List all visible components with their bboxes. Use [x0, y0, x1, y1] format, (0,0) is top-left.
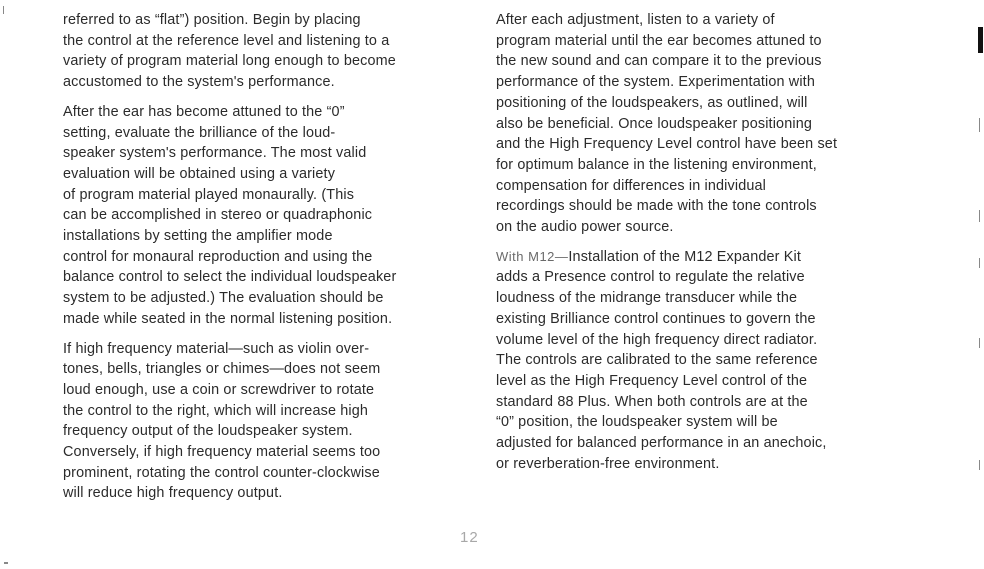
text-line: and the High Frequency Level control have been set — [496, 136, 838, 153]
text-line: performance of the system. Experimentation with — [496, 74, 815, 91]
text-line: frequency output of the loudspeaker system. — [63, 423, 353, 440]
text-line: The controls are calibrated to the same reference — [496, 352, 818, 369]
text-line: After each adjustment, listen to a variety of — [496, 12, 775, 28]
text-line: the control at the reference level and listening to a — [63, 32, 390, 49]
right-text-column — [496, 10, 896, 483]
text-line: level as the High Frequency Level control of the — [496, 372, 808, 389]
left-text-column — [63, 10, 463, 513]
scan-edge-tick — [3, 6, 4, 14]
text-line: prominent, rotating the control counter-clockwise — [63, 464, 380, 481]
text-line: positioning of the loudspeakers, as outlined, will — [496, 94, 808, 111]
text-line: compensation for differences in individual — [496, 177, 767, 194]
text-line: variety of program material long enough to become — [63, 53, 396, 70]
text-line: Conversely, if high frequency material seems too — [63, 444, 381, 461]
text-line: can be accomplished in stereo or quadraphonic — [63, 207, 373, 224]
text-line: will reduce high frequency output. — [63, 485, 283, 502]
section-lead-in: With M12— — [496, 248, 569, 264]
scan-edge-tick — [979, 460, 980, 470]
text-line: If high frequency material—such as violin over- — [63, 340, 370, 357]
text-line: balance control to select the individual loudspeaker — [63, 269, 397, 286]
text-line: After the ear has become attuned to the “0” — [63, 103, 345, 120]
text-line: control for monaural reproduction and using the — [63, 248, 373, 265]
text-line: “0” position, the loudspeaker system will be — [496, 414, 778, 431]
text-line: loudness of the midrange transducer while the — [496, 290, 798, 307]
text-line: the control to the right, which will increase high — [63, 402, 369, 419]
text-line: on the audio power source. — [496, 219, 674, 236]
text-line: standard 88 Plus. When both controls are at the — [496, 393, 808, 410]
text-line: setting, evaluate the brilliance of the loud- — [63, 124, 336, 141]
left-paragraph-3 — [63, 339, 463, 505]
left-paragraph-2 — [63, 102, 463, 330]
text-line: loud enough, use a coin or screwdriver to rotate — [63, 381, 375, 398]
text-line: or reverberation-free environment. — [496, 455, 720, 472]
scan-edge-tick — [979, 338, 980, 348]
scan-edge-tick — [979, 210, 980, 222]
scan-edge-tick — [979, 258, 980, 268]
text-line: the new sound and can compare it to the previous — [496, 53, 822, 70]
text-line: recordings should be made with the tone controls — [496, 198, 817, 215]
left-paragraph-1 — [63, 10, 463, 93]
text-line: installations by setting the amplifier mode — [63, 228, 333, 245]
text-line: adjusted for balanced performance in an anechoic, — [496, 435, 827, 452]
text-line: accustomed to the system's performance. — [63, 74, 335, 91]
text-line: for optimum balance in the listening environment, — [496, 156, 817, 173]
text-line: system to be adjusted.) The evaluation should be — [63, 290, 384, 307]
text-line: of program material played monaurally. (This — [63, 186, 355, 203]
right-paragraph-1 — [496, 10, 896, 238]
right-paragraph-2 — [496, 247, 896, 475]
text-line: adds a Presence control to regulate the relative — [496, 269, 805, 286]
text-line: evaluation will be obtained using a variety — [63, 165, 336, 182]
text-line: referred to as “flat”) position. Begin by placing — [63, 12, 361, 28]
text-line: tones, bells, triangles or chimes—does not seem — [63, 361, 381, 378]
text-line-rest: Installation of the M12 Expander Kit — [568, 248, 801, 265]
page-number: 12 — [460, 529, 479, 546]
text-line-with-lead-in — [496, 247, 896, 268]
text-line: also be beneficial. Once loudspeaker positioning — [496, 115, 813, 132]
scan-edge-tick — [979, 118, 980, 132]
text-line: existing Brilliance control continues to govern the — [496, 310, 816, 327]
scan-edge-tick — [4, 562, 8, 564]
text-line: volume level of the high frequency direct radiator. — [496, 331, 818, 348]
scan-edge-mark — [978, 27, 983, 53]
text-line: made while seated in the normal listening position. — [63, 310, 393, 327]
text-line: speaker system's performance. The most valid — [63, 145, 367, 162]
text-line: program material until the ear becomes attuned to — [496, 32, 822, 49]
